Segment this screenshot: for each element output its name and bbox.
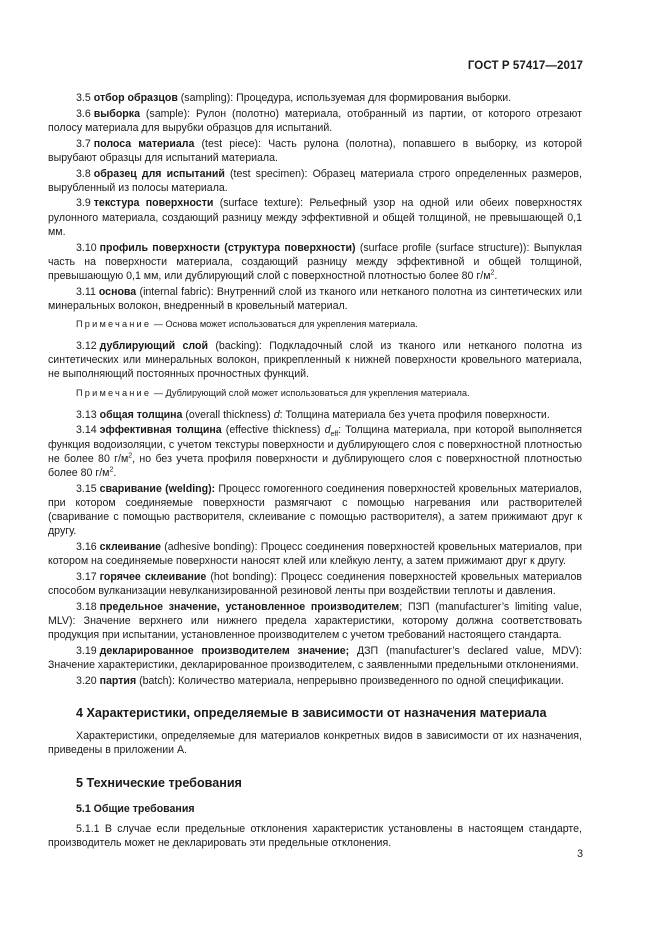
term: горячее склеивание xyxy=(99,570,207,583)
standard-code: ГОСТ Р 57417—2017 xyxy=(467,60,583,72)
term: предельное значение, установленное производителем xyxy=(99,600,400,613)
term: склеивание xyxy=(99,540,162,553)
definition-3-8: 3.8 образец для испытаний (test specimen): Образец материала строго определенных размеров, вырубленный из полосы материала. xyxy=(48,167,582,194)
definition-3-13: 3.13 общая толщина (overall thickness) d: Толщина материала без учета профиля поверхности. xyxy=(76,408,550,421)
page-number: 3 xyxy=(577,848,583,860)
definition-3-16: 3.16 склеивание (adhesive bonding): Процесс соединения поверхностей кровельных материалов, при котором на соединяемые поверхности наносят клей или клейкую ленту, а затем прижимают друг к другу. xyxy=(48,540,582,568)
section-4-heading: 4 Характеристики, определяемые в зависимости от назначения материала xyxy=(76,706,547,721)
definition-3-19: 3.19 декларированное производителем значение; ДЗП (manufacturer’s declared value, MDV): Значение характеристики, декларированное производителем, с заявленными предельными отклонениями. xyxy=(48,644,583,672)
definition-3-10: 3.10 профиль поверхности (структура поверхности) (surface profile (surface structure)): Выпуклая часть на поверхности материала, создающий разницу между эффективной и общей толщиной, превышающую 0,1 мм, или дублирующий слой с поверхностной плотностью более 80 $г/м^2$. xyxy=(48,241,582,282)
definition-3-7: 3.7 полоса материала (test piece): Часть рулона (полотна), попавшего в выборку, из которой вырубают образцы для испытаний материала. xyxy=(48,137,582,164)
term: текстура поверхности xyxy=(93,197,214,210)
term: сваривание (welding): xyxy=(99,482,216,495)
paragraph-5-1-1: 5.1.1 В случае если предельные отклонения характеристик установлены в настоящем стандарте, производитель может не декларировать эти предельные отклонения. xyxy=(48,823,582,850)
section-4-text: Характеристики, определяемые для материалов конкретных видов в зависимости от их назначения, приведены в приложении А. xyxy=(48,730,582,757)
definition-3-11: 3.11 основа (internal fabric): Внутренний слой из тканого или нетканого полотна из синтетических или минеральных волокон, внедренный в кровельный материал. xyxy=(48,285,582,312)
note-2: Примечание — Дублирующий слой может использоваться для укрепления материала. xyxy=(76,387,470,398)
term: партия xyxy=(99,674,137,687)
term: общая толщина xyxy=(99,408,183,421)
term: полоса материала xyxy=(93,137,195,150)
term: выборка xyxy=(93,107,140,120)
page-content xyxy=(48,91,582,852)
note-label: Примечание xyxy=(76,387,152,398)
term: дублирующий слой xyxy=(99,340,208,353)
definition-3-20: 3.20 партия (batch): Количество материала, непрерывно произведенного по одной спецификации. xyxy=(76,674,564,687)
definition-3-15: 3.15 сваривание (welding): Процесс гомогенного соединения поверхностей кровельных материалов, при котором соединяемые поверхности размягчают с помощью нагревания или растворителей (сваривание с помощью растворителя, склеивание с помощью растворителя), а затем прижимают друг к другу. xyxy=(48,482,582,538)
definition-3-12: 3.12 дублирующий слой (backing): Подкладочный слой из тканого или нетканого полотна из синтетических или минеральных волокон, прикрепленный к нижней поверхности кровельного материала, не выполняющий постоянных прочностных функций. xyxy=(48,340,582,381)
definition-3-5: 3.5 отбор образцов (sampling): Процедура, используемая для формирования выборки. xyxy=(76,92,512,104)
definition-3-9: 3.9 текстура поверхности (surface texture): Рельефный узор на одной или обеих поверхностях рулонного материала, создающий разницу между эффективной и общей толщиной, не превышающей 0,1 мм. xyxy=(48,197,582,238)
definition-3-14: 3.14 эффективная толщина (effective thickness) $d_{eff}$: Толщина материала, при которой выполняется функция водоизоляции, с учетом текстуры поверхности и дублирующего слоя с поверхностной плотностью не более 80 $г/м^2$, но без учета профиля поверхности и дублирующего слоя с поверхностной плотностью более 80 $г/м^2$. xyxy=(48,424,583,479)
term: профиль поверхности (структура поверхности) xyxy=(99,241,356,254)
definition-3-18: 3.18 предельное значение, установленное производителем; ПЗП (manufacturer’s limiting value, MLV): Значение верхнего или нижнего предела характеристики, которому должна соответствовать продукция при испытании, установленное производителем с учетом требований настоящего стандарта. xyxy=(48,600,582,642)
term: отбор образцов xyxy=(93,92,178,104)
term: декларированное производителем значение; xyxy=(99,644,350,657)
note-1: Примечание — Основа может использоваться для укрепления материала. xyxy=(76,319,418,330)
term: основа xyxy=(98,285,137,298)
term: эффективная толщина xyxy=(99,424,222,437)
definition-3-6: 3.6 выборка (sample): Рулон (полотно) материала, отобранный из партии, от которого отрезают полосу материала для вырубки образцов для испытаний. xyxy=(48,107,582,134)
subsection-5-1-heading: 5.1 Общие требования xyxy=(76,802,195,815)
definition-3-17: 3.17 горячее склеивание (hot bonding): Процесс соединения поверхностей кровельных материалов способом вулканизации невулканизированной резиновой ленты при воздействии теплоты и давления. xyxy=(48,570,582,598)
term: образец для испытаний xyxy=(93,167,225,180)
note-label: Примечание xyxy=(76,319,152,330)
section-5-heading: 5 Технические требования xyxy=(76,775,242,790)
